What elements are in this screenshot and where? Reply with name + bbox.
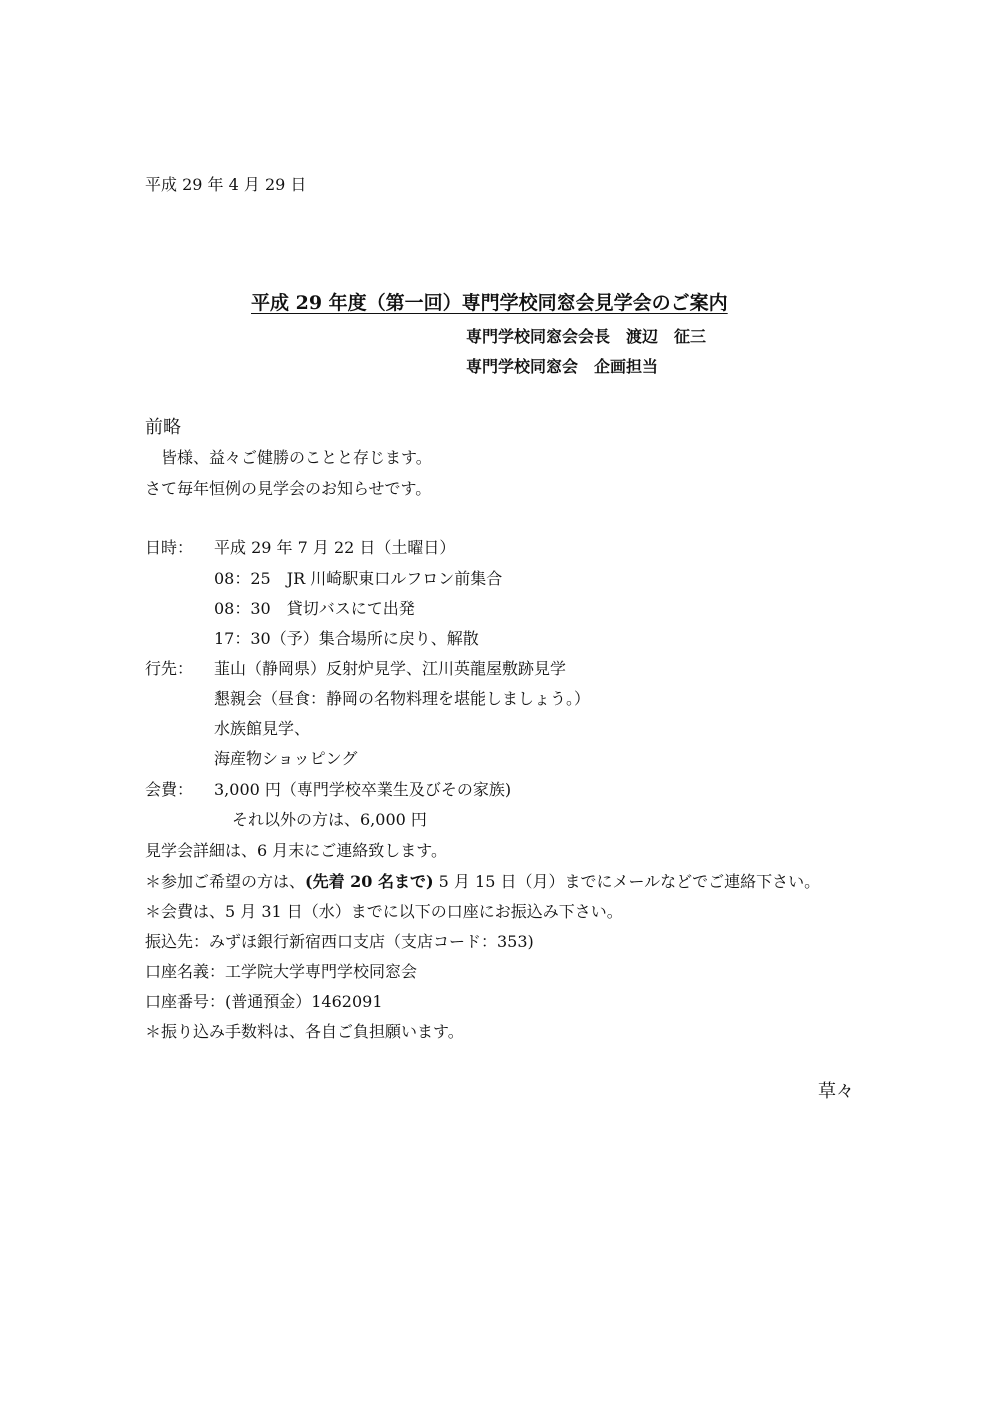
destination-item: 懇親会（昼食：静岡の名物料理を堪能しましょう。）	[214, 689, 591, 708]
sender-president: 専門学校同窓会会長 渡辺 征三	[466, 327, 707, 346]
schedule-date: 平成 29 年 7 月 22 日（土曜日）	[214, 538, 456, 557]
destination-item: 水族館見学、	[214, 719, 311, 738]
fee-other: それ以外の方は、6,000 円	[232, 810, 427, 829]
greeting: 前略	[145, 417, 181, 438]
apply-suffix: 5 月 15 日（月）までにメールなどでご連絡下さい。	[433, 872, 821, 891]
apply-emphasis: (先着 20 名まで)	[305, 872, 434, 891]
apply-note	[145, 869, 820, 892]
account-name: 口座名義：工学院大学専門学校同窓会	[145, 962, 418, 981]
schedule-label: 日時：	[145, 538, 194, 557]
document-title: 平成 29 年度（第一回）専門学校同窓会見学会のご案内	[251, 292, 728, 314]
document-date: 平成 29 年 4 月 29 日	[145, 175, 307, 194]
destination-label: 行先：	[145, 659, 194, 678]
apply-prefix: ＊参加ご希望の方は、	[145, 872, 306, 891]
intro-line: さて毎年恒例の見学会のお知らせです。	[145, 479, 432, 498]
destination-item: 韮山（静岡県）反射炉見学、江川英龍屋敷跡見学	[214, 659, 567, 678]
sender-planning: 専門学校同窓会 企画担当	[466, 357, 659, 376]
schedule-item: 17：30（予）集合場所に戻り、解散	[214, 629, 479, 648]
transfer-fee-note: ＊振り込み手数料は、各自ご負担願います。	[145, 1022, 464, 1041]
details-note: 見学会詳細は、6 月末にご連絡致します。	[145, 841, 447, 860]
destination-item: 海産物ショッピング	[214, 749, 358, 768]
fee-member: 3,000 円（専門学校卒業生及びその家族)	[214, 780, 512, 799]
bank-info: 振込先：みずほ銀行新宿西口支店（支店コード：353)	[145, 932, 534, 951]
account-number: 口座番号：(普通預金）1462091	[145, 992, 383, 1011]
closing: 草々	[818, 1081, 854, 1102]
schedule-item: 08：30 貸切バスにて出発	[214, 599, 415, 618]
payment-note: ＊会費は、5 月 31 日（水）までに以下の口座にお振込み下さい。	[145, 902, 623, 921]
schedule-item: 08：25 JR 川崎駅東口ルフロン前集合	[214, 569, 503, 588]
fee-label: 会費：	[145, 780, 194, 799]
intro-line: 皆様、益々ご健勝のことと存じます。	[145, 448, 432, 467]
